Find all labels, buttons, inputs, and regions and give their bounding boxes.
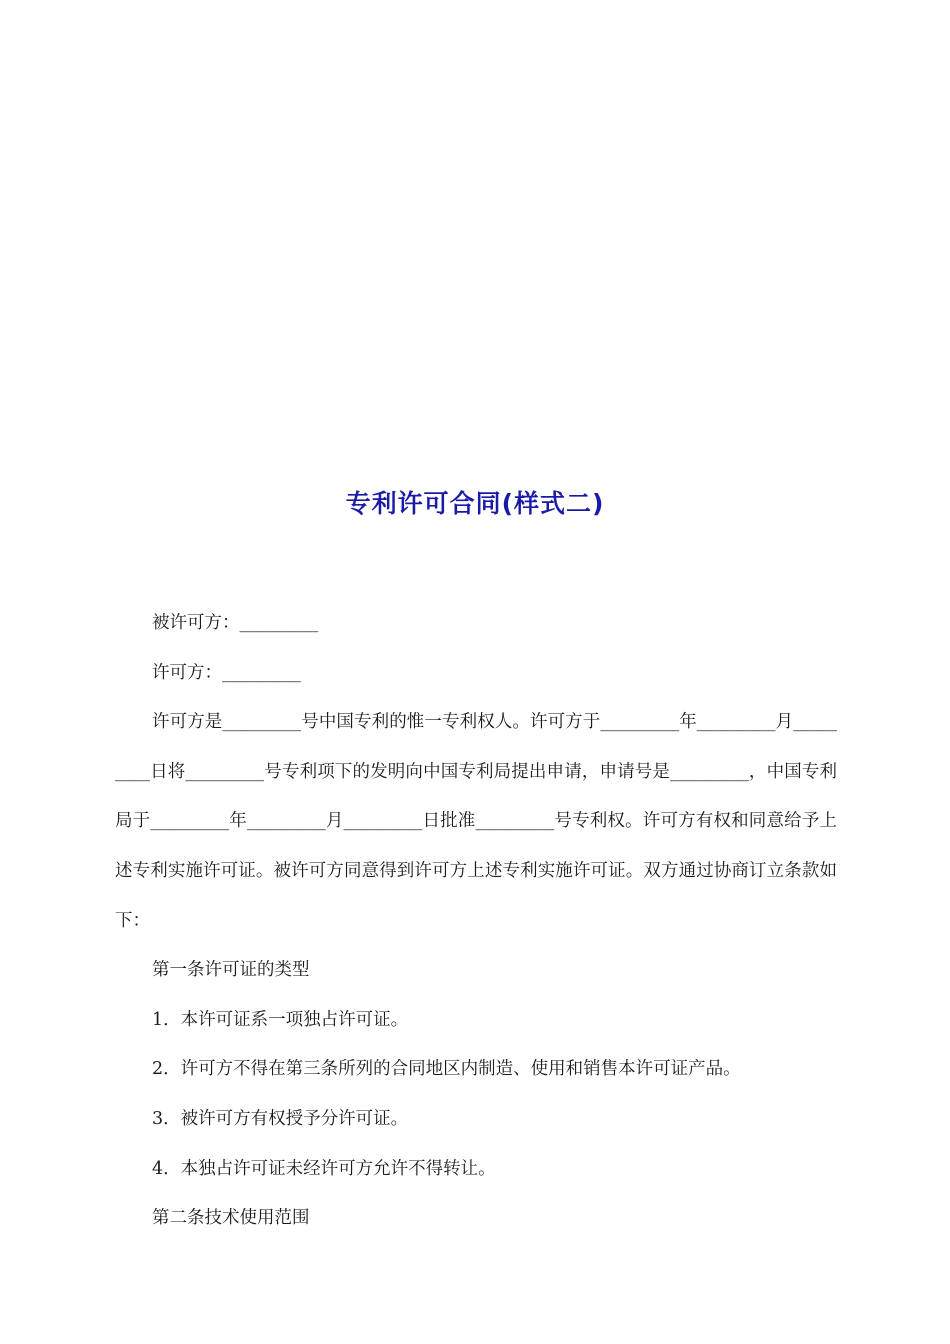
article1-item: 4．本独占许可证未经许可方允许不得转让。: [152, 1158, 496, 1179]
article1-heading: 第一条许可证的类型: [152, 960, 310, 981]
preamble-paragraph: 许可方是_________号中国专利的惟一专利权人。许可方于_________年_________月_________日将_________号专利项下的发明向中国专利局提出申请，申请号是_________，中国专利局于_________年_________月_________日批准_________号专利权。许可方有权和同意给予上述专利实施许可证。被许可方同意得到许可方上述专利实施许可证。双方通过协商订立条款如下：: [115, 712, 837, 931]
article1-item: 1．本许可证系一项独占许可证。: [152, 1009, 409, 1030]
contract-body: [115, 599, 837, 1244]
document-title: 专利许可合同(样式二): [345, 489, 605, 518]
licensor-line: 许可方：_________: [152, 662, 301, 683]
article2-heading: 第二条技术使用范围: [152, 1208, 310, 1229]
article1-item: 3．被许可方有权授予分许可证。: [152, 1108, 409, 1129]
article1-item: 2．许可方不得在第三条所列的合同地区内制造、使用和销售本许可证产品。: [152, 1059, 741, 1080]
licensee-line: 被许可方：_________: [152, 613, 319, 633]
